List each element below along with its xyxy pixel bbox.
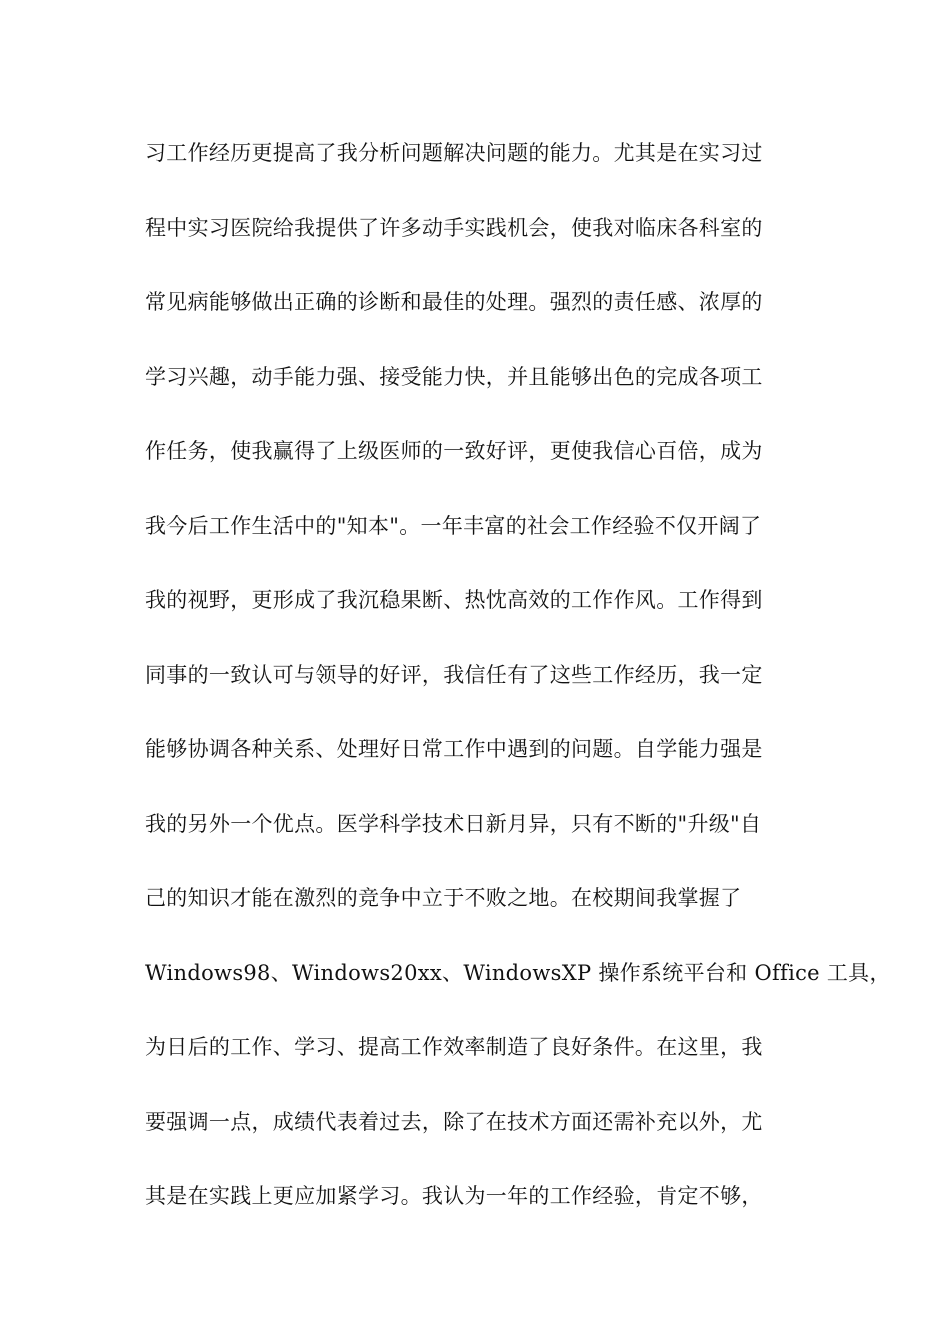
text-line: 同事的一致认可与领导的好评，我信任有了这些工作经历，我一定 bbox=[145, 662, 763, 687]
text-line: Windows98、Windows20xx、WindowsXP 操作系统平台和 Office 工具， bbox=[145, 960, 891, 985]
text-line: 己的知识才能在激烈的竞争中立于不败之地。在校期间我掌握了 bbox=[145, 886, 742, 910]
text-line: 其是在实践上更应加紧学习。我认为一年的工作经验，肯定不够， bbox=[145, 1184, 763, 1208]
text-line: 能够协调各种关系、处理好日常工作中遇到的问题。自学能力强是 bbox=[145, 737, 763, 761]
text-line: 要强调一点，成绩代表着过去，除了在技术方面还需补充以外，尤 bbox=[145, 1109, 763, 1134]
text-line: 常见病能够做出正确的诊断和最佳的处理。强烈的责任感、浓厚的 bbox=[145, 290, 763, 314]
text-line: 习工作经历更提高了我分析问题解决问题的能力。尤其是在实习过 bbox=[145, 141, 763, 165]
text-line: 我今后工作生活中的"知本"。一年丰富的社会工作经验不仅开阔了 bbox=[145, 513, 762, 538]
body-text bbox=[145, 134, 891, 1252]
text-line: 作任务，使我赢得了上级医师的一致好评，更使我信心百倍，成为 bbox=[145, 439, 763, 463]
text-line: 学习兴趣，动手能力强、接受能力快，并且能够出色的完成各项工 bbox=[145, 364, 763, 389]
text-line: 我的视野，更形成了我沉稳果断、热忱高效的工作作风。工作得到 bbox=[145, 588, 763, 612]
text-line: 程中实习医院给我提供了许多动手实践机会，使我对临床各科室的 bbox=[145, 215, 763, 240]
text-line: 为日后的工作、学习、提高工作效率制造了良好条件。在这里，我 bbox=[145, 1035, 763, 1059]
text-line: 我的另外一个优点。医学科学技术日新月异，只有不断的"升级"自 bbox=[145, 811, 762, 836]
